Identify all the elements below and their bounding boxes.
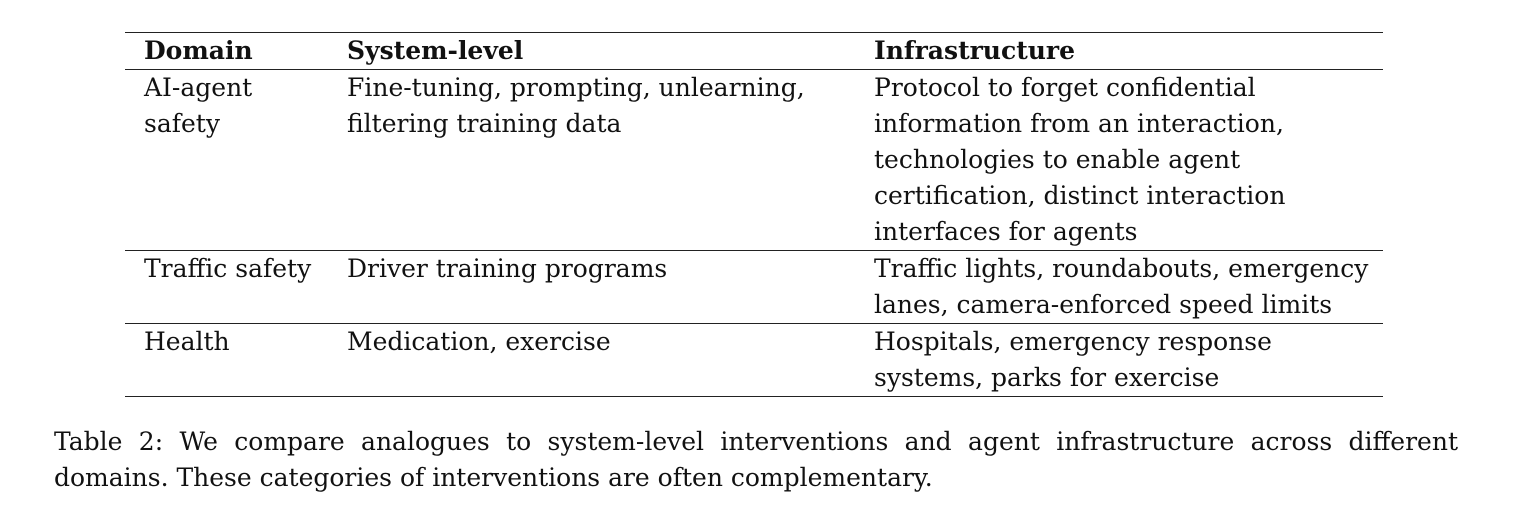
table-header-row	[125, 33, 1383, 70]
table-row	[125, 70, 1383, 251]
cell-infrastructure: Traffic lights, roundabouts, emergency lanes, camera-enforced speed limits	[855, 251, 1383, 324]
cell-domain: Traffic safety	[125, 251, 328, 324]
comparison-table	[125, 32, 1383, 397]
cell-system-level: Fine-tuning, prompting, unlearning, filtering training data	[328, 70, 855, 251]
header-infrastructure: Infrastructure	[855, 33, 1383, 70]
cell-system-level: Medication, exercise	[328, 324, 855, 397]
table-caption: Table 2: We compare analogues to system-level interventions and agent infrastructure across different domains. These categories of interventions are often complementary.	[54, 427, 1458, 492]
cell-infrastructure: Protocol to forget confidential information from an interaction, technologies to enable agent certification, distinct interaction interfaces for agents	[855, 70, 1383, 251]
cell-domain: Health	[125, 324, 328, 397]
header-domain: Domain	[125, 33, 328, 70]
header-system-level: System-level	[328, 33, 855, 70]
cell-system-level: Driver training programs	[328, 251, 855, 324]
cell-domain: AI-agent safety	[125, 70, 328, 251]
table-row	[125, 324, 1383, 397]
table-row	[125, 251, 1383, 324]
cell-infrastructure: Hospitals, emergency response systems, parks for exercise	[855, 324, 1383, 397]
